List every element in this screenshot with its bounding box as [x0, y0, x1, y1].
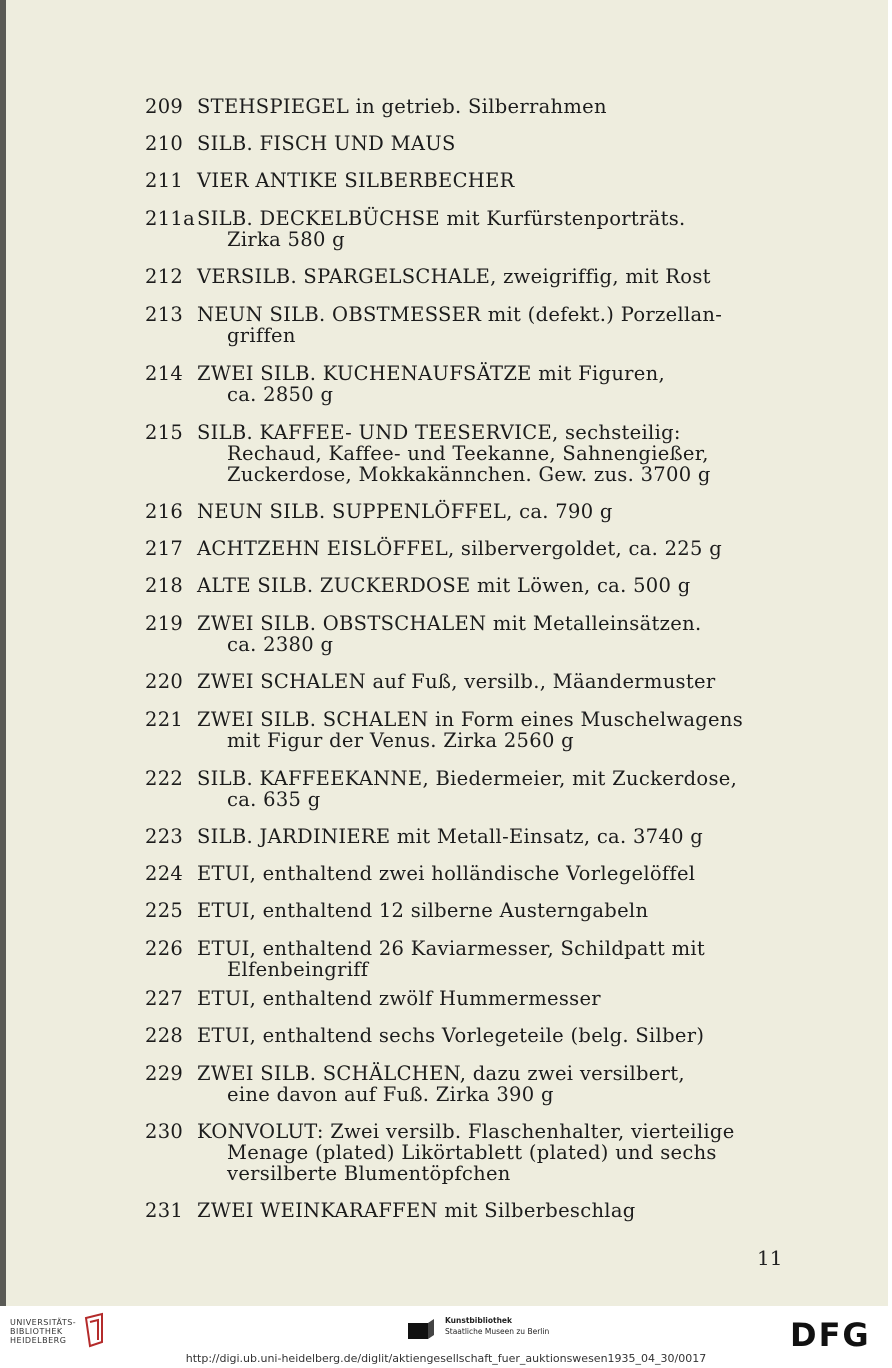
lot-line: NEUN SILB. OBSTMESSER mit (defekt.) Porzellan- [197, 303, 723, 326]
lot-number: 215 [145, 421, 184, 444]
ub-line: BIBLIOTHEK [10, 1327, 63, 1336]
lot-description [197, 363, 795, 405]
catalog-entry [145, 96, 795, 117]
lot-continuation-line: Elfenbeingriff [227, 958, 369, 981]
catalog-entry [145, 938, 795, 980]
lot-description [197, 671, 795, 692]
lot-continuation-line: ca. 635 g [227, 788, 321, 811]
lot-line: STEHSPIEGEL in getrieb. Silberrahmen [197, 95, 607, 118]
lot-number: 226 [145, 937, 184, 960]
lot-continuation-line: Zirka 580 g [227, 228, 345, 251]
lot-line: NEUN SILB. SUPPENLÖFFEL, ca. 790 g [197, 500, 613, 523]
lot-description [197, 96, 795, 117]
kunstbibliothek-logo-icon [406, 1319, 436, 1343]
catalog-entry [145, 1063, 795, 1105]
lot-number: 227 [145, 987, 184, 1010]
lot-description [197, 133, 795, 154]
catalog-entry [145, 501, 795, 522]
lot-line: ETUI, enthaltend 12 silberne Austerngabeln [197, 899, 649, 922]
lot-line: VIER ANTIKE SILBERBECHER [197, 169, 515, 192]
catalog-entry [145, 208, 795, 250]
lot-description [197, 1025, 795, 1046]
lot-line: ZWEI SILB. SCHALEN in Form eines Muschelwagens [197, 708, 744, 731]
ub-line: HEIDELBERG [10, 1336, 67, 1345]
catalog-entry [145, 826, 795, 847]
lot-description [197, 900, 795, 921]
lot-number: 225 [145, 899, 184, 922]
catalog-entry [145, 709, 795, 751]
lot-description [197, 422, 795, 485]
lot-number: 222 [145, 767, 184, 790]
lot-description [197, 613, 795, 655]
catalog-entry [145, 363, 795, 405]
lot-continuation-line: ca. 2380 g [227, 633, 334, 656]
lot-line: SILB. JARDINIERE mit Metall-Einsatz, ca. 3740 g [197, 825, 704, 848]
lot-number: 230 [145, 1120, 184, 1143]
lot-description [197, 988, 795, 1009]
lot-number: 212 [145, 265, 184, 288]
lot-line: SILB. KAFFEEKANNE, Biedermeier, mit Zuckerdose, [197, 767, 738, 790]
lot-description [197, 863, 795, 884]
lot-description [197, 1063, 795, 1105]
lot-number: 231 [145, 1199, 184, 1222]
catalog-entry [145, 900, 795, 921]
lot-description [197, 1121, 795, 1184]
lot-number: 224 [145, 862, 184, 885]
lot-line: ETUI, enthaltend zwei holländische Vorlegelöffel [197, 862, 696, 885]
lot-continuation-line: Menage (plated) Likörtablett (plated) und sechs [227, 1141, 717, 1164]
lot-line: VERSILB. SPARGELSCHALE, zweigriffig, mit Rost [197, 265, 711, 288]
lot-line: ZWEI SCHALEN auf Fuß, versilb., Mäandermuster [197, 670, 716, 693]
catalog-entry [145, 538, 795, 559]
lot-continuation-line: mit Figur der Venus. Zirka 2560 g [227, 729, 574, 752]
lot-number: 218 [145, 574, 184, 597]
catalog-entry [145, 575, 795, 596]
lot-number: 229 [145, 1062, 184, 1085]
kb-title: Kunstbibliothek [445, 1316, 513, 1325]
catalog-entry [145, 266, 795, 287]
lot-line: ETUI, enthaltend zwölf Hummermesser [197, 987, 601, 1010]
ub-line: UNIVERSITÄTS- [10, 1318, 77, 1327]
lot-number: 210 [145, 132, 184, 155]
lot-line: ETUI, enthaltend sechs Vorlegeteile (belg. Silber) [197, 1024, 705, 1047]
catalog-entry [145, 422, 795, 485]
lot-line: SILB. FISCH UND MAUS [197, 132, 456, 155]
lot-number: 219 [145, 612, 184, 635]
catalog-entry [145, 304, 795, 346]
lot-number: 211a [145, 207, 196, 230]
kb-subtitle: Staatliche Museen zu Berlin [445, 1327, 550, 1336]
ub-heidelberg-logo-icon [82, 1312, 108, 1348]
lot-description [197, 538, 795, 559]
dfg-logo: DFG [790, 1316, 871, 1354]
lot-number: 214 [145, 362, 184, 385]
lot-description [197, 170, 795, 191]
lot-number: 209 [145, 95, 184, 118]
catalog-entry [145, 1121, 795, 1184]
catalog-entry [145, 170, 795, 191]
catalog-entry [145, 133, 795, 154]
kunstbibliothek-text [445, 1315, 549, 1337]
lot-continuation-line: Rechaud, Kaffee- und Teekanne, Sahnengießer, [227, 442, 709, 465]
catalog-entry [145, 988, 795, 1009]
lot-line: ZWEI SILB. OBSTSCHALEN mit Metalleinsätzen. [197, 612, 702, 635]
catalog-entry [145, 1200, 795, 1221]
lot-description [197, 266, 795, 287]
lot-line: ZWEI WEINKARAFFEN mit Silberbeschlag [197, 1199, 636, 1222]
lot-line: ACHTZEHN EISLÖFFEL, silbervergoldet, ca. 225 g [197, 537, 722, 560]
lot-description [197, 1200, 795, 1221]
lot-continuation-line: Zuckerdose, Mokkakännchen. Gew. zus. 3700 g [227, 463, 711, 486]
lot-number: 213 [145, 303, 184, 326]
catalog-entry [145, 768, 795, 810]
lot-line: ZWEI SILB. SCHÄLCHEN, dazu zwei versilbert, [197, 1062, 685, 1085]
lot-continuation-line: eine davon auf Fuß. Zirka 390 g [227, 1083, 554, 1106]
lot-number: 228 [145, 1024, 184, 1047]
lot-continuation-line: ca. 2850 g [227, 383, 334, 406]
lot-number: 221 [145, 708, 184, 731]
lot-number: 220 [145, 670, 184, 693]
catalog-entry [145, 863, 795, 884]
lot-number: 223 [145, 825, 184, 848]
catalog-entry [145, 613, 795, 655]
lot-number: 211 [145, 169, 184, 192]
lot-line: SILB. KAFFEE- UND TEESERVICE, sechsteilig: [197, 421, 681, 444]
lot-description [197, 768, 795, 810]
lot-description [197, 501, 795, 522]
catalog-entry [145, 671, 795, 692]
lot-line: ZWEI SILB. KUCHENAUFSÄTZE mit Figuren, [197, 362, 665, 385]
lot-continuation-line: versilberte Blumentöpfchen [227, 1162, 511, 1185]
lot-line: ALTE SILB. ZUCKERDOSE mit Löwen, ca. 500 g [197, 574, 691, 597]
lot-description [197, 938, 795, 980]
catalog-entries [145, 96, 795, 1221]
lot-description [197, 304, 795, 346]
lot-line: KONVOLUT: Zwei versilb. Flaschenhalter, vierteilige [197, 1120, 735, 1143]
lot-description [197, 575, 795, 596]
lot-number: 217 [145, 537, 184, 560]
lot-line: SILB. DECKELBÜCHSE mit Kurfürstenporträts. [197, 207, 686, 230]
page-number: 11 [757, 1246, 783, 1270]
lot-description [197, 709, 795, 751]
ub-heidelberg-text [10, 1318, 76, 1345]
lot-line: ETUI, enthaltend 26 Kaviarmesser, Schildpatt mit [197, 937, 706, 960]
lot-description [197, 826, 795, 847]
catalog-entry [145, 1025, 795, 1046]
lot-continuation-line: griffen [227, 324, 296, 347]
source-url[interactable]: http://digi.ub.uni-heidelberg.de/diglit/aktiengesellschaft_fuer_auktionswesen1935_04_30/0017 [185, 1352, 707, 1365]
lot-description [197, 208, 795, 250]
lot-number: 216 [145, 500, 184, 523]
